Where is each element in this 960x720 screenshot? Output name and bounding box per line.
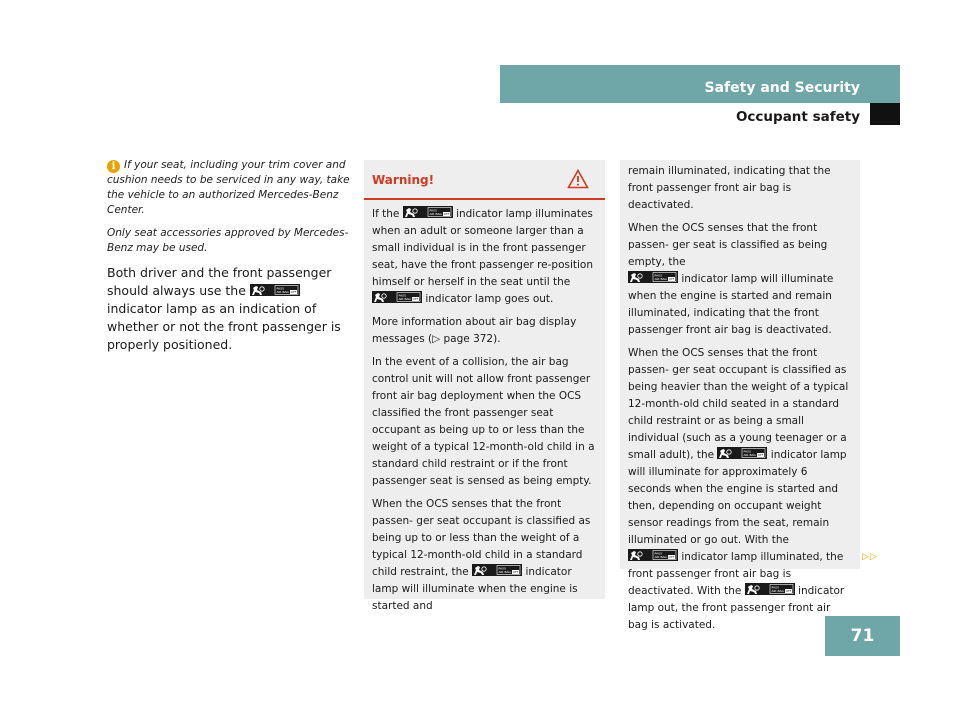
lamp-glyph — [472, 564, 522, 576]
lamp-label-pass: PASS — [743, 449, 752, 454]
text: When the OCS senses that the front passen- ger seat occupant is classified as being up to or less than the weight of a typical 12-month-old child in a standard child restraint, the — [372, 498, 591, 578]
text: More information about air bag display messages ( — [372, 316, 577, 345]
passenger-air-bag-off-indicator-icon — [250, 283, 300, 298]
corner-block — [870, 103, 900, 125]
text: indicator lamp will illuminate when the engine is started and — [372, 566, 578, 612]
lamp-label-pass: PASS — [654, 273, 662, 278]
lamp-label-off: OFF — [785, 589, 792, 594]
warning-paragraph-1 — [372, 206, 597, 308]
info-note-text: If your seat, including your trim cover and cushion needs to be serviced in any way, take the vehicle to an authorized Mercedes-Benz Center. — [107, 159, 350, 216]
lamp-glyph — [628, 271, 678, 283]
lamp-label-off: OFF — [412, 297, 419, 302]
text: indicator lamp goes out. — [425, 293, 554, 305]
accessories-note: Only seat accessories approved by Mercedes-Benz may be used. — [107, 227, 349, 254]
lamp-label-air-bag: AIR BAG — [771, 589, 784, 594]
passenger-air-bag-off-indicator-icon — [628, 551, 678, 563]
section-title: Safety and Security — [704, 80, 860, 96]
text: indicator lamp illuminated, the front passenger front air bag is deactivated. With the — [628, 551, 844, 597]
continued-paragraph-1: remain illuminated, indicating that the front passenger front air bag is deactivated. — [628, 165, 831, 211]
lamp-glyph — [717, 447, 767, 459]
passenger-air-bag-off-indicator-icon — [372, 293, 422, 305]
lamp-label-pass: PASS — [498, 566, 507, 571]
text: indicator lamp will illuminate when the engine is started and remain illuminated, indicating that the front passenger front air bag is deactivated. — [628, 273, 834, 336]
lamp-label-air-bag: AIR BAG — [743, 453, 757, 458]
lamp-label-off: OFF — [512, 570, 519, 575]
continued-arrow-icon: ▷▷ — [862, 552, 878, 562]
lamp-glyph — [745, 583, 795, 595]
warning-paragraph-2 — [372, 314, 597, 348]
lamp-label-air-bag: AIR BAG — [429, 212, 442, 217]
lamp-label-off: OFF — [668, 555, 675, 560]
passenger-air-bag-off-indicator-icon — [628, 273, 678, 285]
text: page 372). — [440, 333, 501, 345]
lamp-label-air-bag: AIR BAG — [398, 297, 411, 302]
warning-triangle-icon — [567, 169, 589, 189]
passenger-air-bag-off-indicator-icon — [472, 566, 522, 578]
lamp-glyph — [250, 284, 300, 296]
text: If the — [372, 208, 400, 220]
subsection-title: Occupant safety — [735, 109, 860, 125]
lamp-label-pass: PASS — [429, 208, 437, 213]
lamp-label-air-bag: AIR BAG — [498, 570, 511, 575]
lamp-glyph — [628, 549, 678, 561]
warning-continued-panel — [620, 160, 860, 631]
page-number: 71 — [825, 616, 900, 656]
passenger-air-bag-off-indicator-icon — [745, 585, 795, 597]
lamp-label-pass: PASS — [771, 585, 779, 590]
body-paragraph — [107, 264, 350, 354]
lamp-glyph — [372, 291, 422, 303]
lamp-label-pass: PASS — [398, 293, 406, 298]
lamp-label-off: OFF — [290, 290, 297, 295]
warning-paragraph-3: In the event of a collision, the air bag control unit will not allow front passenger front air bag deployment when the OCS classified the front passenger seat occupant as being up to or less than the weight of a typical 12-month-old child in a standard child restraint or if the front passenger seat is sensed as being empty. — [372, 356, 595, 487]
body-text-start: Both driver and the front passenger should always use the — [107, 265, 332, 298]
page-reference-arrow-icon: ▷ — [432, 333, 441, 345]
lamp-label-off: OFF — [443, 212, 450, 217]
text: When the OCS senses that the front passen- ger seat occupant is classified as being heavier than the weight of a typical 12-month-old child seated in a standard child restraint or as being a small individual (such as a young teenager or a small adult), the — [628, 347, 849, 461]
warning-body — [364, 200, 605, 615]
warning-paragraph-4 — [372, 496, 597, 615]
warning-header — [364, 160, 605, 200]
lamp-glyph — [403, 206, 453, 218]
lamp-label-pass: PASS — [276, 286, 284, 291]
passenger-air-bag-off-indicator-icon — [717, 449, 767, 461]
info-icon: i — [107, 160, 120, 173]
left-column — [107, 158, 350, 354]
text: indicator lamp out, the front passenger front air bag is activated. — [628, 585, 845, 631]
lamp-label-pass: PASS — [654, 551, 662, 556]
lamp-label-air-bag: AIR BAG — [276, 290, 289, 295]
lamp-label-off: OFF — [668, 277, 675, 282]
warning-label: Warning! — [372, 173, 435, 187]
text: When the OCS senses that the front passen- ger seat is classified as being empty, the — [628, 222, 828, 268]
passenger-air-bag-off-indicator-icon — [403, 208, 453, 220]
continued-paragraph-2 — [628, 220, 852, 339]
info-note — [107, 158, 350, 218]
text: indicator lamp illuminates when an adult or someone larger than a small individual is in the front passenger seat, have the front passenger re-position himself or herself in the seat until the — [372, 208, 594, 288]
text: indicator lamp will illuminate for approximately 6 seconds when the engine is started and then, depending on occupant weight sensor readings from the seat, remain illuminated or go out. With the — [628, 449, 847, 546]
body-text-end: indicator lamp as an indication of whether or not the front passenger is properly positioned. — [107, 301, 341, 352]
warning-panel — [364, 160, 605, 612]
continued-paragraph-3 — [628, 345, 852, 634]
lamp-label-off: OFF — [758, 453, 764, 458]
warning-continued-body — [620, 160, 860, 634]
lamp-label-air-bag: AIR BAG — [654, 555, 667, 560]
lamp-label-air-bag: AIR BAG — [654, 277, 667, 282]
